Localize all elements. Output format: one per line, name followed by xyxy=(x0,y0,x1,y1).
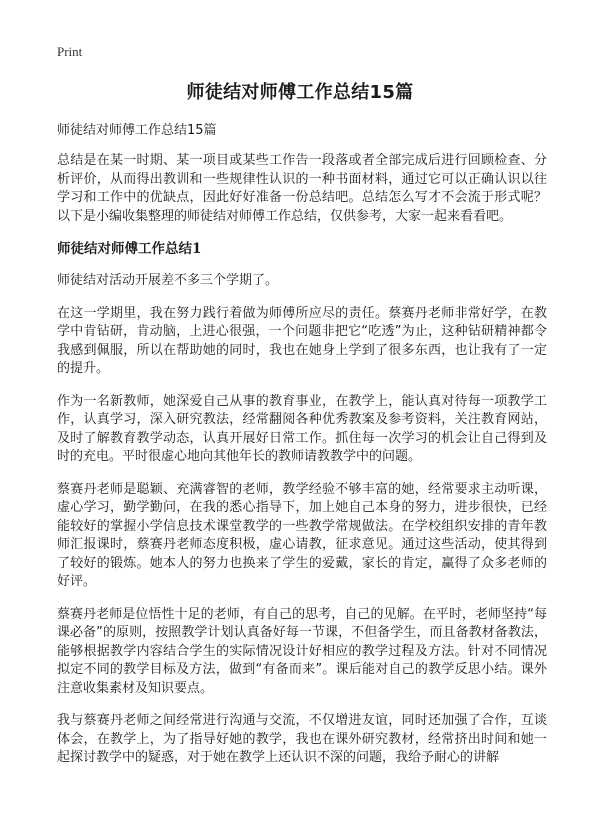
body-paragraph: 蔡赛丹老师是聪颖、充满睿智的老师，教学经验不够丰富的她，经常要求主动听课，虚心学习，勤学勤问，在我的悉心指导下，加上她自己本身的努力，进步很快，已经能较好的掌握小学信息技术课堂教学的一些教学常规做法。在学校组织安排的青年教师汇报课时，蔡赛丹老师态度积极，虚心请教，征求意见。通过这些活动，使其得到了较好的锻炼。她本人的努力也换来了学生的爱戴，家长的肯定，赢得了众多老师的好评。 xyxy=(57,481,547,589)
print-label: Print xyxy=(57,44,83,59)
document-subtitle: 师徒结对师傅工作总结15篇 xyxy=(57,123,217,138)
document-body xyxy=(57,122,547,782)
body-paragraph: 蔡赛丹老师是位悟性十足的老师，有自己的思考，自己的见解。在平时，老师坚持“每课必备”的原则，按照教学计划认真备好每一节课，不但备学生，而且备教材备教法，能够根据教学内容结合学生的实际情况设计好相应的教学过程及方法。针对不同情况拟定不同的教学目标及方法，做到“有备而来”。课后能对自己的教学反思小结。课外注意收集素材及知识要点。 xyxy=(57,606,547,696)
body-paragraph: 师徒结对活动开展差不多三个学期了。 xyxy=(57,273,279,288)
body-paragraph: 我与蔡赛丹老师之间经常进行沟通与交流，不仅增进友谊，同时还加强了合作，互谈体会，在教学上，为了指导好她的教学，我也在课外研究教材，经常挤出时间和她一起探讨教学中的疑惑，对于她在教学上还认识不深的问题，我给予耐心的讲解 xyxy=(57,713,547,765)
section-heading: 师徒结对师傅工作总结1 xyxy=(57,241,202,257)
document-title: 师徒结对师傅工作总结15篇 xyxy=(186,82,414,103)
intro-paragraph: 总结是在某一时期、某一项目或某些工作告一段落或者全部完成后进行回顾检查、分析评价，从而得出教训和一些规律性认识的一种书面材料，通过它可以正确认识以往学习和工作中的优缺点，因此好好准备一份总结吧。总结怎么写才不会流于形式呢？以下是小编收集整理的师徒结对师傅工作总结，仅供参考，大家一起来看看吧。 xyxy=(57,153,547,224)
body-paragraph: 在这一学期里，我在努力践行着做为师傅所应尽的责任。蔡赛丹老师非常好学，在教学中肯钻研，肯动脑，上进心很强，一个问题非把它“吃透”为止，这种钻研精神都令我感到佩服，所以在帮助她的同时，我也在她身上学到了很多东西，也让我有了一定的提升。 xyxy=(57,305,547,376)
body-paragraph: 作为一名新教师，她深爱自己从事的教育事业，在教学上，能认真对待每一项教学工作，认真学习，深入研究教法，经常翻阅各种优秀教案及参考资料，关注教育网站，及时了解教育教学动态，认真开展好日常工作。抓住每一次学习的机会让自己得到及时的充电。平时很虚心地向其他年长的教师请教教学中的问题。 xyxy=(57,393,547,464)
